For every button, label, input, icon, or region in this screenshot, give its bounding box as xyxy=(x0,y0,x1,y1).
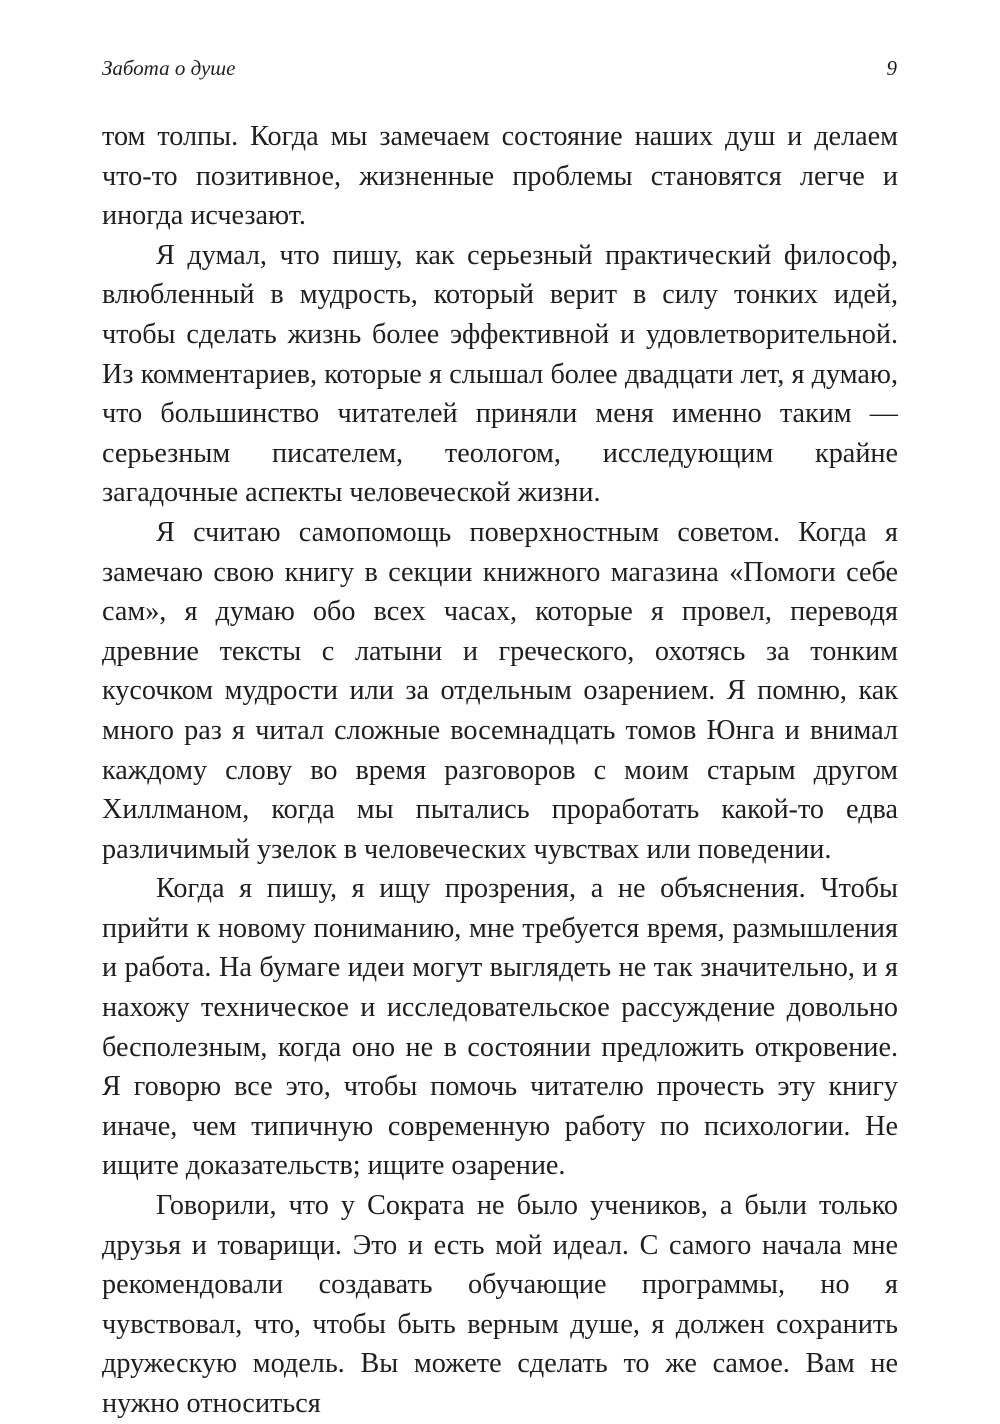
paragraph: Я считаю самопомощь поверхностным советом. Когда я замечаю свою книгу в секции книжного магазина «Помоги себе сам», я думаю обо всех часах, которые я провел, переводя древние тексты с латыни и греческого, охотясь за тонким кусочком мудрости или за отдельным озарением. Я помню, как много раз я читал сложные восемнадцать томов Юнга и внимал каждому слову во время разговоров с моим старым другом Хиллманом, когда мы пытались проработать какой-то едва различимый узелок в человеческих чувствах или поведении. xyxy=(102,516,898,865)
running-title: Забота о душе xyxy=(102,56,236,80)
paragraph: Когда я пишу, я ищу прозрения, а не объяснения. Чтобы прийти к новому пониманию, мне требуется время, размышления и работа. На бумаге идеи могут выглядеть не так значительно, и я нахожу техническое и исследовательское рассуждение довольно бесполезным, когда оно не в состоянии предложить откровение. Я говорю все это, чтобы помочь читателю прочесть эту книгу иначе, чем типичную современную работу по психологии. Не ищите доказательств; ищите озарение. xyxy=(102,873,898,1182)
paragraph-continued: том толпы. Когда мы замечаем состояние наших душ и делаем что-то позитивное, жизненные проблемы становятся легче и иногда исчезают. xyxy=(102,121,898,232)
body-text xyxy=(102,117,898,1424)
page-number: 9 xyxy=(886,56,897,80)
paragraph: Я думал, что пишу, как серьезный практический философ, влюбленный в мудрость, который верит в силу тонких идей, чтобы сделать жизнь более эффективной и удовлетворительной. Из комментариев, которые я слышал более двадцати лет, я думаю, что большинство читателей приняли меня именно таким — серьезным писателем, теологом, исследующим крайне загадочные аспекты человеческой жизни. xyxy=(102,239,898,509)
running-header xyxy=(102,56,897,86)
paragraph: Говорили, что у Сократа не было учеников, а были только друзья и товарищи. Это и есть мой идеал. С самого начала мне рекомендовали создавать обучающие программы, но я чувствовал, что, чтобы быть верным душе, я должен сохранить дружескую модель. Вы можете сделать то же самое. Вам не нужно относиться xyxy=(102,1190,898,1419)
